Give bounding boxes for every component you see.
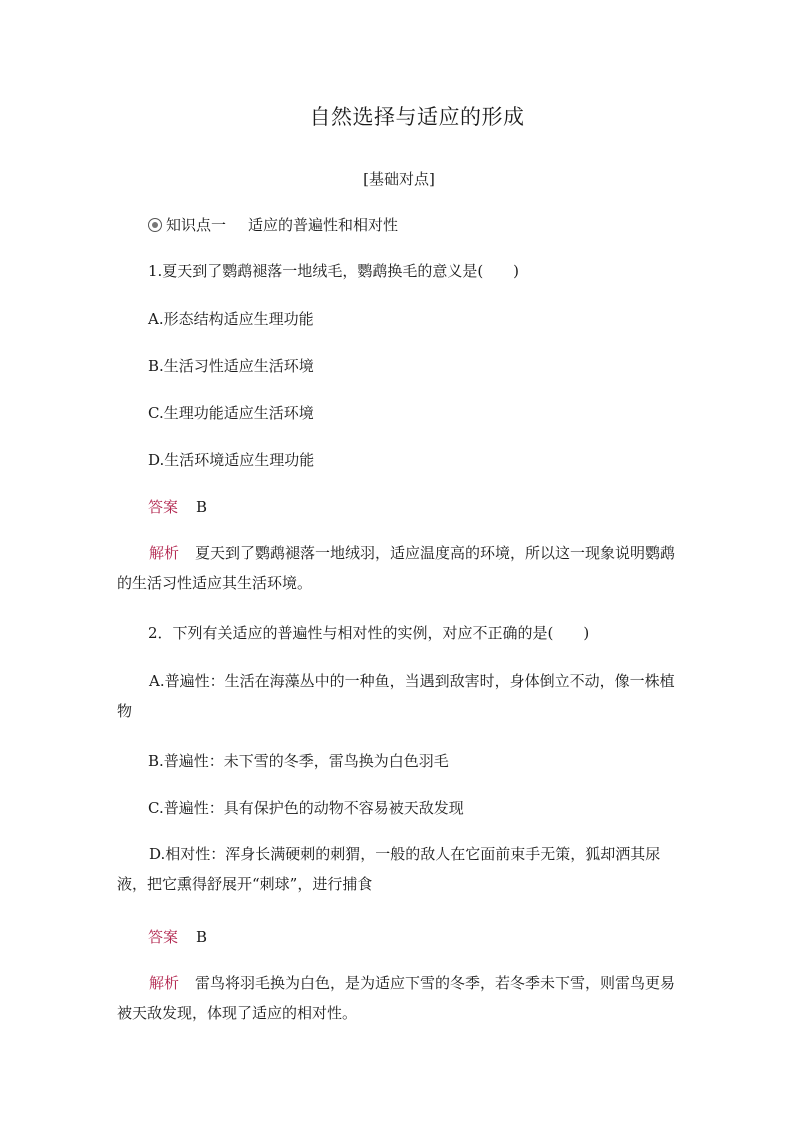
answer-value: B	[196, 498, 208, 516]
question-1-option-c: C.生理功能适应生活环境	[148, 404, 314, 422]
answer-value: B	[196, 928, 208, 946]
question-2-option-b: B.普遍性：未下雪的冬季，雷鸟换为白色羽毛	[148, 752, 449, 770]
question-2-option-a: A.普遍性：生活在海藻丛中的一种鱼，当遇到敌害时，身体倒立不动，像一株植物	[117, 672, 675, 720]
question-2-explanation	[117, 968, 677, 1028]
explanation-text: 雷鸟将羽毛换为白色，是为适应下雪的冬季，若冬季未下雪，则雷鸟更易被天敌发现，体现了适应的相对性。	[117, 974, 676, 1022]
question-2-option-d: D.相对性：浑身长满硬刺的刺猬，一般的敌人在它面前束手无策，狐却洒其尿液，把它熏得舒展开“刺球”，进行捕食	[117, 845, 661, 893]
question-1-stem: 1.夏天到了鹦鹉褪落一地绒毛，鹦鹉换毛的意义是( )	[148, 262, 520, 280]
question-1-option-b: B.生活习性适应生活环境	[148, 357, 314, 375]
question-2-option-c: C.普遍性：具有保护色的动物不容易被天敌发现	[148, 799, 464, 817]
question-1-answer	[148, 496, 207, 518]
question-1-explanation	[117, 538, 677, 598]
explanation-label: 解析	[149, 974, 180, 992]
bullet-circle-icon	[148, 218, 162, 232]
question-2-answer	[148, 926, 207, 948]
question-1-option-d: D.生活环境适应生理功能	[148, 451, 315, 469]
explanation-text: 夏天到了鹦鹉褪落一地绒羽，适应温度高的环境，所以这一现象说明鹦鹉的生活习性适应其生活环境。	[117, 544, 676, 592]
question-2-stem: 2．下列有关适应的普遍性与相对性的实例，对应不正确的是( )	[148, 624, 590, 642]
section-heading: [基础对点]	[363, 170, 435, 188]
knowledge-point-heading	[148, 214, 398, 235]
document-title: 自然选择与适应的形成	[309, 105, 525, 129]
explanation-label: 解析	[149, 544, 180, 562]
question-1-option-a: A.形态结构适应生理功能	[148, 310, 314, 328]
knowledge-point-topic: 适应的普遍性和相对性	[248, 216, 399, 234]
knowledge-point-label: 知识点一	[166, 216, 227, 234]
answer-label: 答案	[148, 928, 179, 946]
answer-label: 答案	[148, 498, 179, 516]
